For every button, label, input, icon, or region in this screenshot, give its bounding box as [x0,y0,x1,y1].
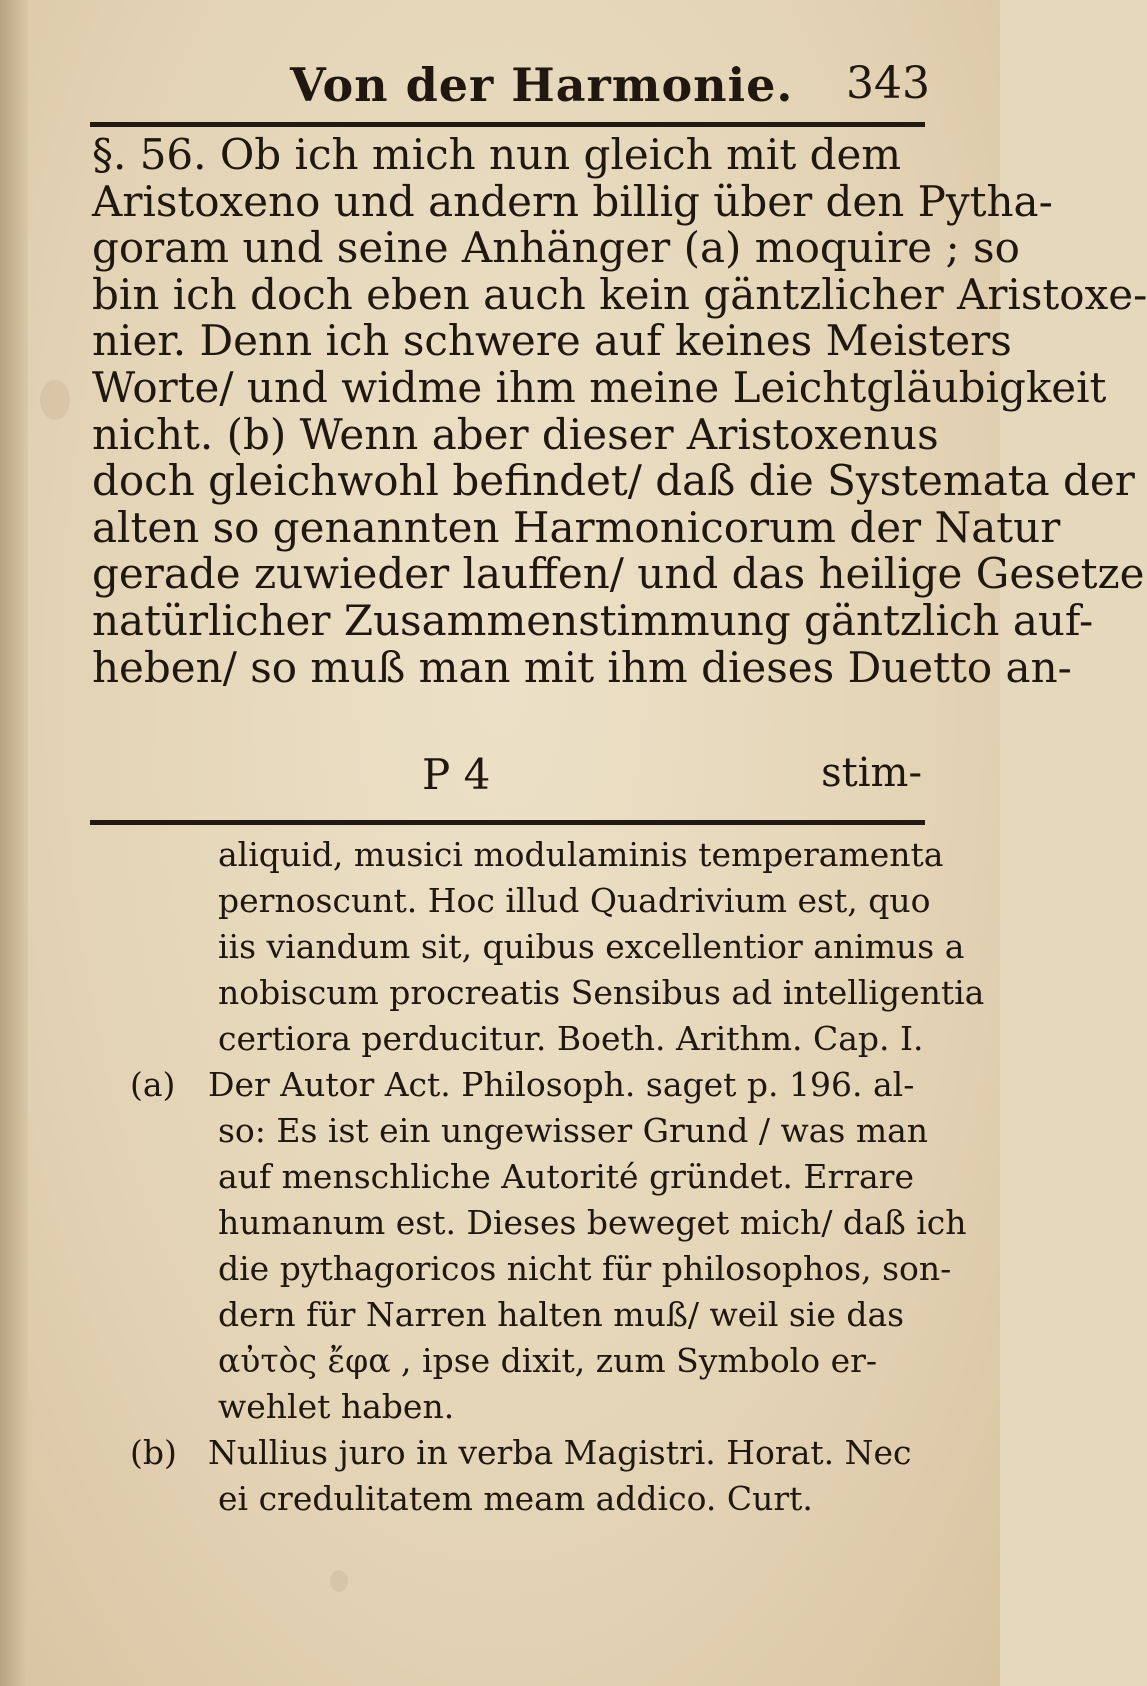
catchword: stim- [821,750,922,796]
text-line: Worte/ und widme ihm meine Leichtgläubigkeit [92,362,1107,412]
running-title: Von der Harmonie. [290,58,794,112]
footnote-a-line [130,1062,930,1108]
footnote-a-line: humanum est. Dieses beweget mich/ daß ich [218,1203,967,1242]
header-rule [90,122,925,127]
paper-stain [330,1570,348,1592]
footnote-a-line: auf menschliche Autorité gründet. Errare [218,1157,914,1196]
footnote-a-line: so: Es ist ein ungewisser Grund / was man [218,1111,929,1150]
text-line: gerade zuwieder lauffen/ und das heilige Gesetze [92,549,1145,599]
text-line: heben/ so muß man mit ihm dieses Duetto an- [92,642,1072,692]
footnote-rule [90,820,925,825]
footnote-b-label: (b) [130,1433,177,1472]
footnote-b-line [130,1430,930,1476]
text-line: nier. Denn ich schwere auf keines Meisters [92,316,1012,366]
footnote-continuation-line: certiora perducitur. Boeth. Arithm. Cap. I. [218,1019,924,1058]
footnote-continuation-line: iis viandum sit, quibus excellentior animus a [218,927,965,966]
footnote-b-line: ei credulitatem meam addico. Curt. [218,1479,813,1518]
text-line: nicht. (b) Wenn aber dieser Aristoxenus [92,409,939,459]
footnote-a-line: αὐτὸς ἔφα , ipse dixit, zum Symbolo er- [218,1341,878,1380]
text-line: doch gleichwohl befindet/ daß die Systemata der [92,456,1135,506]
page-number: 343 [846,58,930,109]
paper-stain [40,380,70,420]
footnote-continuation-line: aliquid, musici modulaminis temperamenta [218,835,944,874]
text-line: natürlicher Zusammenstimmung gäntzlich auf- [92,595,1094,645]
footnote-a-text: Der Autor Act. Philosoph. saget p. 196. al- [208,1065,915,1104]
footnote-continuation-line: nobiscum procreatis Sensibus ad intelligentia [218,973,985,1012]
signature-mark: P 4 [422,750,491,799]
footnote-a-line: dern für Narren halten muß/ weil sie das [218,1295,905,1334]
footnote-continuation-line: pernoscunt. Hoc illud Quadrivium est, quo [218,881,931,920]
page-binding-edge [0,0,28,1686]
text-line: §. 56. Ob ich mich nun gleich mit dem [92,130,902,179]
signature-row [92,750,932,800]
main-text [92,130,1147,692]
text-line: goram und seine Anhänger (a) moquire ; so [92,223,1020,273]
footnote-b-text: Nullius juro in verba Magistri. Horat. Nec [208,1433,912,1472]
footnote-a-label: (a) [130,1065,176,1104]
footnote-a-line: wehlet haben. [218,1387,455,1426]
footnote-a-line: die pythagoricos nicht für philosophos, son- [218,1249,952,1288]
text-line: alten so genannten Harmonicorum der Natur [92,502,1061,552]
page-header [120,58,940,118]
text-line: bin ich doch eben auch kein gäntzlicher Aristoxe- [92,269,1147,319]
footnotes [130,832,985,1522]
text-line: Aristoxeno und andern billig über den Pytha- [92,176,1053,226]
